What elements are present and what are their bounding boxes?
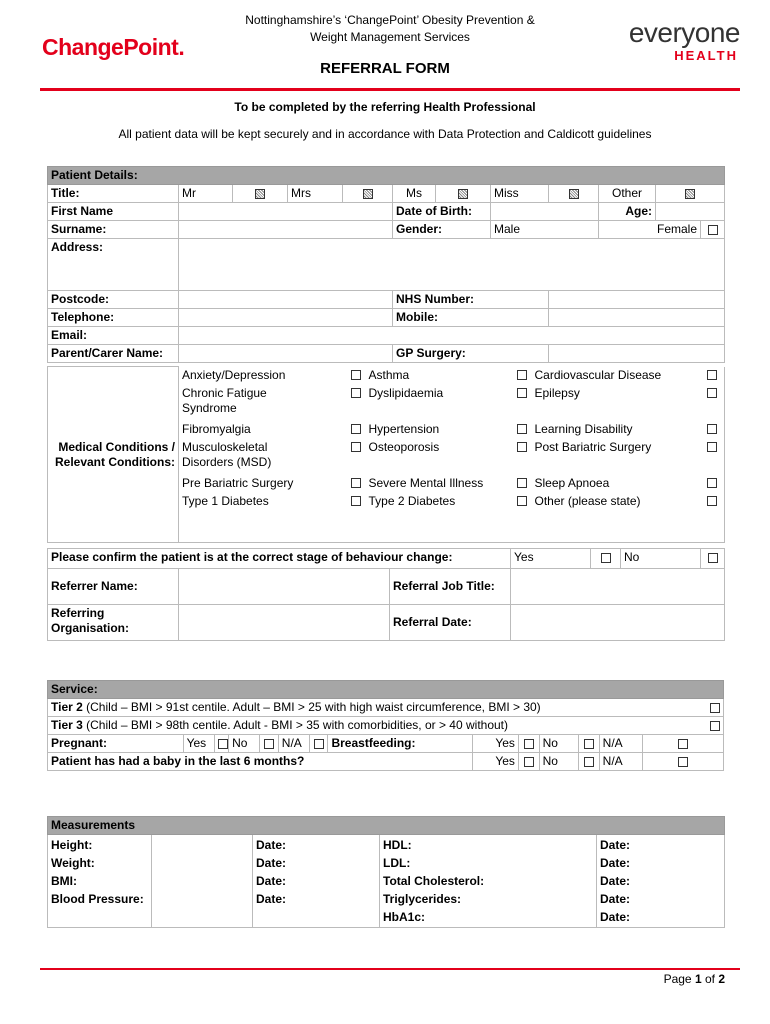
telephone-field[interactable]	[179, 309, 393, 327]
checkbox-icon	[255, 189, 265, 199]
mobile-label: Mobile:	[393, 309, 549, 327]
instruction-text: To be completed by the referring Health Professional	[234, 100, 536, 114]
hdl-label: HDL:	[383, 838, 412, 852]
pregnant-na-label: N/A	[278, 735, 309, 753]
page-prefix: Page	[663, 972, 695, 986]
breastfeeding-no-checkbox[interactable]	[578, 735, 599, 753]
bmi-label: BMI:	[51, 874, 77, 888]
referring-org-label	[48, 605, 179, 641]
breastfeeding-label: Breastfeeding:	[328, 735, 473, 753]
conditions-label-line2: Relevant Conditions:	[54, 454, 175, 469]
header-organisation	[200, 12, 580, 46]
checkbox-icon	[707, 424, 717, 434]
title-other-label: Other	[599, 185, 656, 203]
checkbox-icon	[517, 496, 527, 506]
tier2-row	[48, 699, 668, 717]
checkbox-icon	[707, 478, 717, 488]
measurements-table	[47, 816, 725, 928]
checkbox-icon	[707, 442, 717, 452]
cond-chronic-fatigue-line2: Syndrome	[182, 400, 237, 415]
checkbox-icon	[601, 553, 611, 563]
mobile-field[interactable]	[549, 309, 725, 327]
nhs-number-field[interactable]	[549, 291, 725, 309]
pregnant-na-checkbox[interactable]	[309, 735, 328, 753]
date-label: Date:	[256, 838, 287, 852]
dob-field[interactable]	[491, 203, 599, 221]
medical-conditions-label	[48, 367, 179, 543]
breastfeeding-yes-label: Yes	[473, 735, 519, 753]
breastfeeding-na-checkbox[interactable]	[643, 735, 724, 753]
cond-chronic-fatigue-checkbox[interactable]	[346, 385, 366, 421]
checkbox-icon	[517, 424, 527, 434]
first-name-field[interactable]	[179, 203, 393, 221]
conditions-label-line1: Medical Conditions /	[58, 439, 175, 454]
cond-type1-checkbox[interactable]	[346, 493, 366, 511]
measure-labels-right[interactable]	[380, 835, 597, 928]
title-miss-label: Miss	[491, 185, 549, 203]
cond-smi: Severe Mental Illness	[368, 475, 484, 490]
measure-values-left[interactable]	[152, 835, 253, 928]
checkbox-icon	[707, 388, 717, 398]
weight-label: Weight:	[51, 856, 95, 870]
gp-surgery-field[interactable]	[549, 345, 725, 363]
checkbox-icon	[708, 225, 718, 235]
cond-cardio: Cardiovascular Disease	[534, 367, 662, 382]
checkbox-icon	[678, 757, 688, 767]
checkbox-icon	[351, 370, 361, 380]
baby-na-checkbox[interactable]	[643, 753, 724, 771]
breastfeeding-yes-checkbox[interactable]	[518, 735, 539, 753]
referrer-name-field[interactable]	[179, 569, 390, 605]
cond-post-bariatric: Post Bariatric Surgery	[534, 439, 652, 454]
breastfeeding-no-label: No	[539, 735, 578, 753]
checkbox-icon	[517, 478, 527, 488]
tier3-label: Tier 3	[51, 718, 83, 732]
cond-msd-line2: Disorders (MSD)	[182, 454, 272, 469]
checkbox-icon	[314, 739, 324, 749]
checkbox-icon	[584, 739, 594, 749]
address-field[interactable]	[179, 239, 725, 291]
postcode-field[interactable]	[179, 291, 393, 309]
nhs-number-label: NHS Number:	[393, 291, 549, 309]
page-of: of	[701, 972, 719, 986]
footer-divider	[40, 968, 740, 970]
logo-health-text: HEALTH	[674, 48, 738, 63]
cond-type2-checkbox[interactable]	[512, 493, 532, 511]
checkbox-icon	[524, 739, 534, 749]
checkbox-icon	[264, 739, 274, 749]
checkbox-icon	[685, 189, 695, 199]
referral-date-field[interactable]	[511, 605, 725, 641]
cond-asthma-checkbox[interactable]	[512, 367, 532, 385]
form-title: REFERRAL FORM	[320, 60, 450, 77]
gender-female-checkbox[interactable]	[701, 221, 725, 239]
cond-fibromyalgia-checkbox[interactable]	[346, 421, 366, 439]
cond-other-checkbox[interactable]	[701, 493, 725, 511]
baby-yes-checkbox[interactable]	[518, 753, 539, 771]
checkbox-icon	[517, 370, 527, 380]
behaviour-question: Please confirm the patient is at the correct stage of behaviour change:	[48, 549, 511, 569]
measure-dates-left[interactable]	[253, 835, 380, 928]
date-label: Date:	[600, 856, 631, 870]
gender-male-label: Male	[491, 221, 599, 239]
checkbox-icon	[351, 388, 361, 398]
email-field[interactable]	[179, 327, 725, 345]
cond-anxiety-checkbox[interactable]	[346, 367, 366, 385]
behaviour-no-checkbox[interactable]	[701, 549, 725, 569]
behaviour-no-label: No	[621, 549, 701, 569]
medical-conditions-table	[47, 366, 725, 543]
cond-sleep-apnoea: Sleep Apnoea	[534, 475, 610, 490]
checkbox-icon	[678, 739, 688, 749]
hba1c-label: HbA1c:	[383, 910, 426, 924]
checkbox-icon	[351, 496, 361, 506]
baby-yes-label: Yes	[473, 753, 519, 771]
checkbox-icon	[363, 189, 373, 199]
postcode-label: Postcode:	[48, 291, 179, 309]
behaviour-yes-label: Yes	[511, 549, 591, 569]
tier2-label: Tier 2	[51, 700, 83, 714]
age-field[interactable]	[656, 203, 725, 221]
page-current: 1	[694, 972, 702, 986]
email-label: Email:	[48, 327, 179, 345]
cond-learning-disability-checkbox[interactable]	[701, 421, 725, 439]
baby-no-label: No	[539, 753, 578, 771]
cond-smi-checkbox[interactable]	[512, 475, 532, 493]
cond-osteoporosis: Osteoporosis	[368, 439, 440, 454]
changepoint-logo: ChangePoint.	[42, 34, 185, 60]
date-label: Date:	[600, 874, 631, 888]
pregnant-label: Pregnant:	[48, 735, 184, 753]
cond-osteoporosis-checkbox[interactable]	[512, 439, 532, 475]
cond-hypertension: Hypertension	[368, 421, 440, 436]
checkbox-icon	[517, 442, 527, 452]
cond-cardio-checkbox[interactable]	[701, 367, 725, 385]
pregnant-yes-checkbox[interactable]	[214, 735, 228, 753]
title-label: Title:	[48, 185, 179, 203]
cholesterol-label: Total Cholesterol:	[383, 874, 485, 888]
title-ms-label: Ms	[393, 185, 436, 203]
title-mr-checkbox[interactable]	[233, 185, 288, 203]
cond-chronic-fatigue-line1: Chronic Fatigue	[182, 385, 267, 400]
parent-carer-label: Parent/Carer Name:	[48, 345, 179, 363]
section-service: Service:	[48, 681, 724, 699]
pregnant-yes-label: Yes	[183, 735, 214, 753]
gp-surgery-label: GP Surgery:	[393, 345, 549, 363]
cond-fibromyalgia: Fibromyalgia	[182, 421, 251, 436]
surname-field[interactable]	[179, 221, 393, 239]
title-other-checkbox[interactable]	[656, 185, 725, 203]
checkbox-icon	[351, 478, 361, 488]
breastfeeding-na-label: N/A	[599, 735, 642, 753]
checkbox-icon	[351, 424, 361, 434]
telephone-label: Telephone:	[48, 309, 179, 327]
surname-label: Surname:	[48, 221, 179, 239]
checkbox-icon	[584, 757, 594, 767]
tier3-row	[48, 717, 668, 735]
cond-pre-bariatric-checkbox[interactable]	[346, 475, 366, 493]
gender-female-label: Female	[599, 221, 701, 239]
measure-dates-right[interactable]	[597, 835, 725, 928]
page-number	[664, 972, 725, 986]
checkbox-icon	[524, 757, 534, 767]
referrer-table	[47, 548, 725, 641]
age-label: Age:	[599, 203, 656, 221]
title-mr-label: Mr	[179, 185, 233, 203]
cond-epilepsy: Epilepsy	[534, 385, 580, 400]
tier3-checkbox[interactable]	[667, 717, 723, 735]
referral-job-title-field[interactable]	[511, 569, 725, 605]
title-ms-checkbox[interactable]	[436, 185, 491, 203]
referral-date-label: Referral Date:	[390, 605, 511, 641]
cond-msd	[179, 439, 346, 475]
section-measurements: Measurements	[48, 817, 725, 835]
cond-type2: Type 2 Diabetes	[368, 493, 456, 508]
referral-job-title-label: Referral Job Title:	[390, 569, 511, 605]
cond-epilepsy-checkbox[interactable]	[701, 385, 725, 421]
baby-no-checkbox[interactable]	[578, 753, 599, 771]
org-line-2: Weight Management Services	[310, 30, 470, 44]
cond-asthma: Asthma	[368, 367, 410, 382]
checkbox-icon	[707, 370, 717, 380]
baby-na-label: N/A	[599, 753, 642, 771]
date-label: Date:	[600, 838, 631, 852]
checkbox-icon	[710, 703, 720, 713]
tier2-checkbox[interactable]	[667, 699, 723, 717]
tier3-text: (Child – BMI > 98th centile. Adult - BMI > 35 with comorbidities, or > 40 without)	[82, 718, 509, 732]
cond-msd-checkbox[interactable]	[346, 439, 366, 475]
title-mrs-label: Mrs	[288, 185, 343, 203]
everyone-health-logo	[629, 18, 740, 63]
date-label: Date:	[600, 910, 631, 924]
cond-dyslipidaemia: Dyslipidaemia	[368, 385, 444, 400]
checkbox-icon	[458, 189, 468, 199]
page-total: 2	[718, 972, 725, 986]
tier2-text: (Child – BMI > 91st centile. Adult – BMI > 25 with high waist circumference, BMI > 30)	[82, 700, 541, 714]
checkbox-icon	[218, 739, 228, 749]
date-label: Date:	[256, 892, 287, 906]
service-table	[47, 680, 724, 771]
bp-label: Blood Pressure:	[51, 892, 144, 906]
referring-org-line2: Organisation:	[51, 621, 130, 635]
cond-sleep-apnoea-checkbox[interactable]	[701, 475, 725, 493]
cond-anxiety: Anxiety/Depression	[182, 367, 286, 382]
referrer-name-label: Referrer Name:	[48, 569, 179, 605]
referring-org-field[interactable]	[179, 605, 390, 641]
referring-org-line1: Referring	[51, 606, 105, 620]
address-label: Address:	[48, 239, 179, 291]
header-divider	[40, 88, 740, 91]
checkbox-icon	[517, 388, 527, 398]
checkbox-icon	[569, 189, 579, 199]
dob-label: Date of Birth:	[393, 203, 491, 221]
patient-details-table	[47, 166, 725, 363]
cond-post-bariatric-checkbox[interactable]	[701, 439, 725, 475]
section-patient-details: Patient Details:	[48, 167, 725, 185]
cond-hypertension-checkbox[interactable]	[512, 421, 532, 439]
cond-chronic-fatigue	[179, 385, 346, 421]
checkbox-icon	[710, 721, 720, 731]
checkbox-icon	[707, 496, 717, 506]
org-line-1: Nottinghamshire’s ‘ChangePoint’ Obesity Prevention &	[245, 13, 535, 27]
measure-labels-left	[48, 835, 152, 928]
cond-dyslipidaemia-checkbox[interactable]	[512, 385, 532, 421]
first-name-label: First Name	[48, 203, 179, 221]
privacy-text: All patient data will be kept securely and in accordance with Data Protection and Caldicott guidelines	[118, 127, 652, 141]
date-label: Date:	[600, 892, 631, 906]
cond-learning-disability: Learning Disability	[534, 421, 633, 436]
baby-question: Patient has had a baby in the last 6 months?	[48, 753, 473, 771]
cond-other-details-field[interactable]	[179, 511, 725, 543]
cond-msd-line1: Musculoskeletal	[182, 439, 268, 454]
title-miss-checkbox[interactable]	[549, 185, 599, 203]
cond-pre-bariatric: Pre Bariatric Surgery	[182, 475, 294, 490]
title-mrs-checkbox[interactable]	[343, 185, 393, 203]
parent-carer-field[interactable]	[179, 345, 393, 363]
date-label: Date:	[256, 856, 287, 870]
checkbox-icon	[708, 553, 718, 563]
pregnant-no-checkbox[interactable]	[260, 735, 279, 753]
cond-other: Other (please state)	[534, 493, 641, 508]
date-label: Date:	[256, 874, 287, 888]
triglycerides-label: Triglycerides:	[383, 892, 462, 906]
logo-everyone-text: everyone	[628, 17, 740, 48]
pregnant-no-label: No	[229, 735, 260, 753]
behaviour-yes-checkbox[interactable]	[591, 549, 621, 569]
checkbox-icon	[351, 442, 361, 452]
cond-type1: Type 1 Diabetes	[182, 493, 269, 508]
height-label: Height:	[51, 838, 93, 852]
gender-label: Gender:	[393, 221, 491, 239]
ldl-label: LDL:	[383, 856, 411, 870]
